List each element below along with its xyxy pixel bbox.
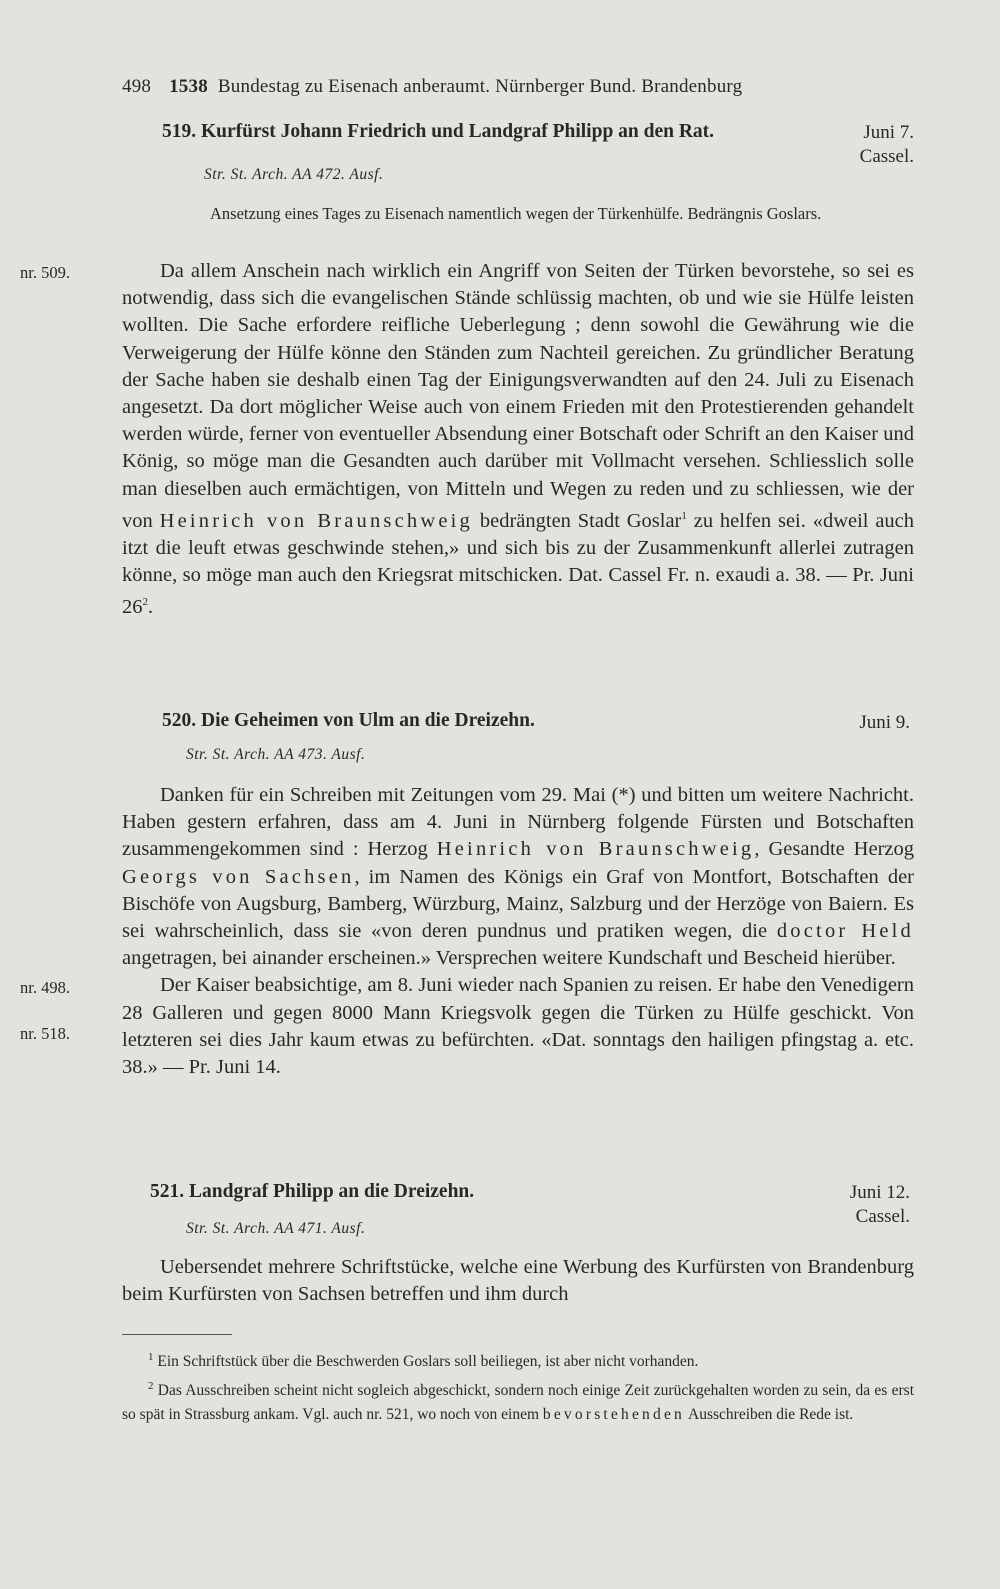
doc-520-heading: 520. Die Geheimen von Ulm an die Dreizehn. [162, 710, 535, 731]
margin-ref-518: nr. 518. [20, 1024, 70, 1043]
footnote-number: 2 [148, 1380, 154, 1393]
doc-521-date: Juni 12. [849, 1182, 910, 1203]
footnote-rule [122, 1334, 232, 1335]
doc-520-paragraph-1 [122, 782, 914, 972]
footnote-number: 1 [148, 1351, 154, 1363]
doc-519-source: Str. St. Arch. AA 472. Ausf. [204, 166, 384, 183]
doc-521-source: Str. St. Arch. AA 471. Ausf. [186, 1220, 366, 1237]
running-head [122, 76, 897, 98]
page-number: 498 [122, 76, 152, 97]
text-run: Danken für ein Schreiben mit Zeitungen vom 29. Mai (*) und bitten um weitere Nachricht. Haben gestern erfahren, dass am 4. Juni in Nürnberg folgende Fürsten und Botschaften zusammengekommen sind : Herzog [122, 784, 914, 861]
footnote-text: Das Ausschreiben scheint nicht sogleich abgeschickt, sondern noch einige Zeit zurückgehalten worden zu sein, da es erst so spät in Strassburg ankam. Vgl. auch nr. 521, wo noch von einem [122, 1382, 914, 1424]
doc-520-source: Str. St. Arch. AA 473. Ausf. [186, 746, 366, 763]
footnote-text: Ausschreiben die Rede ist. [688, 1406, 854, 1424]
spaced-name: Georgs von Sachsen [122, 865, 355, 888]
footnotes [122, 1345, 914, 1427]
text-run: , im Namen des Königs ein Graf von Montfort, Botschaften der Bischöfe von Augsburg, Bamberg, Würzburg, Mainz, Salzburg und der Herzöge von Baiern. Es sei wahrscheinlich, dass sie «von deren pundnus und pratiken wegen, die [122, 865, 914, 943]
text-run: angetragen, bei ainander erscheinen.» Versprechen weitere Kundschaft und Bescheid hierüber. [122, 947, 896, 970]
spaced-word: bevorstehenden [542, 1406, 685, 1424]
doc-519-heading: 519. Kurfürst Johann Friedrich und Landgraf Philipp an den Rat. [162, 121, 715, 142]
doc-520-body [122, 782, 914, 1081]
text-run: , Gesandte Herzog [754, 838, 915, 861]
doc-521-paragraph: Uebersendet mehrere Schriftstücke, welche eine Werbung des Kurfürsten von Brandenburg beim Kurfürsten von Sachsen betreffen und ihm durch [122, 1256, 914, 1306]
doc-521-body [122, 1254, 914, 1308]
doc-521-place: Cassel. [855, 1206, 910, 1227]
footnote-marker: 2 [142, 596, 148, 609]
doc-519-body [122, 258, 914, 621]
doc-519-place: Cassel. [859, 146, 914, 167]
text-run: zu helfen sei. «dweil auch itzt die leuft etwas geschwinde stehen,» und sich bis zu der Zusammenkunft allerlei zutragen könne, so möge man auch den Kriegsrat mitschicken. Dat. Cassel Fr. n. exaudi a. 38. — Pr. Juni 26 [122, 509, 915, 619]
text-run: . [148, 596, 154, 619]
footnote-1 [122, 1345, 914, 1374]
doc-521-heading: 521. Landgraf Philipp an die Dreizehn. [150, 1181, 475, 1202]
footnote-2 [122, 1374, 914, 1427]
doc-519-summary: Ansetzung eines Tages zu Eisenach namentlich wegen der Türkenhülfe. Bedrängnis Goslars. [210, 204, 822, 223]
doc-521-date-place [780, 1181, 910, 1229]
spaced-name: doctor Held [776, 920, 915, 943]
running-head-title: Bundestag zu Eisenach anberaumt. Nürnberger Bund. Brandenburg [217, 76, 743, 97]
doc-519-paragraph [122, 258, 914, 621]
spaced-name: Heinrich von Braunschweig [159, 509, 474, 532]
doc-519-date-place [780, 121, 914, 169]
spaced-name: Heinrich von Braunschweig [436, 838, 755, 861]
footnote-marker: 1 [681, 509, 687, 522]
margin-ref-509: nr. 509. [20, 263, 70, 282]
running-head-year: 1538 [169, 76, 208, 97]
text-run: bedrängten Stadt Goslar [479, 509, 682, 532]
doc-520-date: Juni 9. [859, 712, 910, 733]
doc-519-date: Juni 7. [863, 122, 914, 143]
footnote-text: Ein Schriftstück über die Beschwerden Goslars soll beiliegen, ist aber nicht vorhanden. [157, 1353, 699, 1371]
doc-520-paragraph-2: Der Kaiser beabsichtige, am 8. Juni wieder nach Spanien zu reisen. Er habe den Venedigern 28 Galleren und gegen 8000 Mann Kriegsvolk gegen die Türken zu Hülfe geschickt. Von letzteren sei dies Jahr kaum etwas zu befürchten. «Dat. sonntags den hailigen pfingstag a. etc. 38.» — Pr. Juni 14. [122, 974, 914, 1079]
margin-ref-498: nr. 498. [20, 978, 70, 997]
text-run: Da allem Anschein nach wirklich ein Angriff von Seiten der Türken bevorstehe, so sei es notwendig, dass sich die evangelischen Stände schlüssig machten, ob und wie sie Hülfe leisten wollten. Die Sache erfordere reifliche Ueberlegung ; denn sowohl die Gewährung wie die Verweigerung der Hülfe könne den Ständen zum Nachteil gereichen. Zu gründlicher Beratung der Sache haben sie deshalb einen Tag der Einigungsverwandten auf den 24. Juli zu Eisenach angesetzt. Da dort möglicher Weise auch von einem Frieden mit den Protestierenden gehandelt werden würde, ferner von eventueller Absendung einer Botschaft oder Schrift an den Kaiser und König, so möge man die Gesandten auch darüber mit Vollmacht versehen. Schliesslich solle man dieselben auch ermächtigen, von Mitteln und Wegen zu reden und zu schliessen, wie der von [122, 260, 914, 532]
